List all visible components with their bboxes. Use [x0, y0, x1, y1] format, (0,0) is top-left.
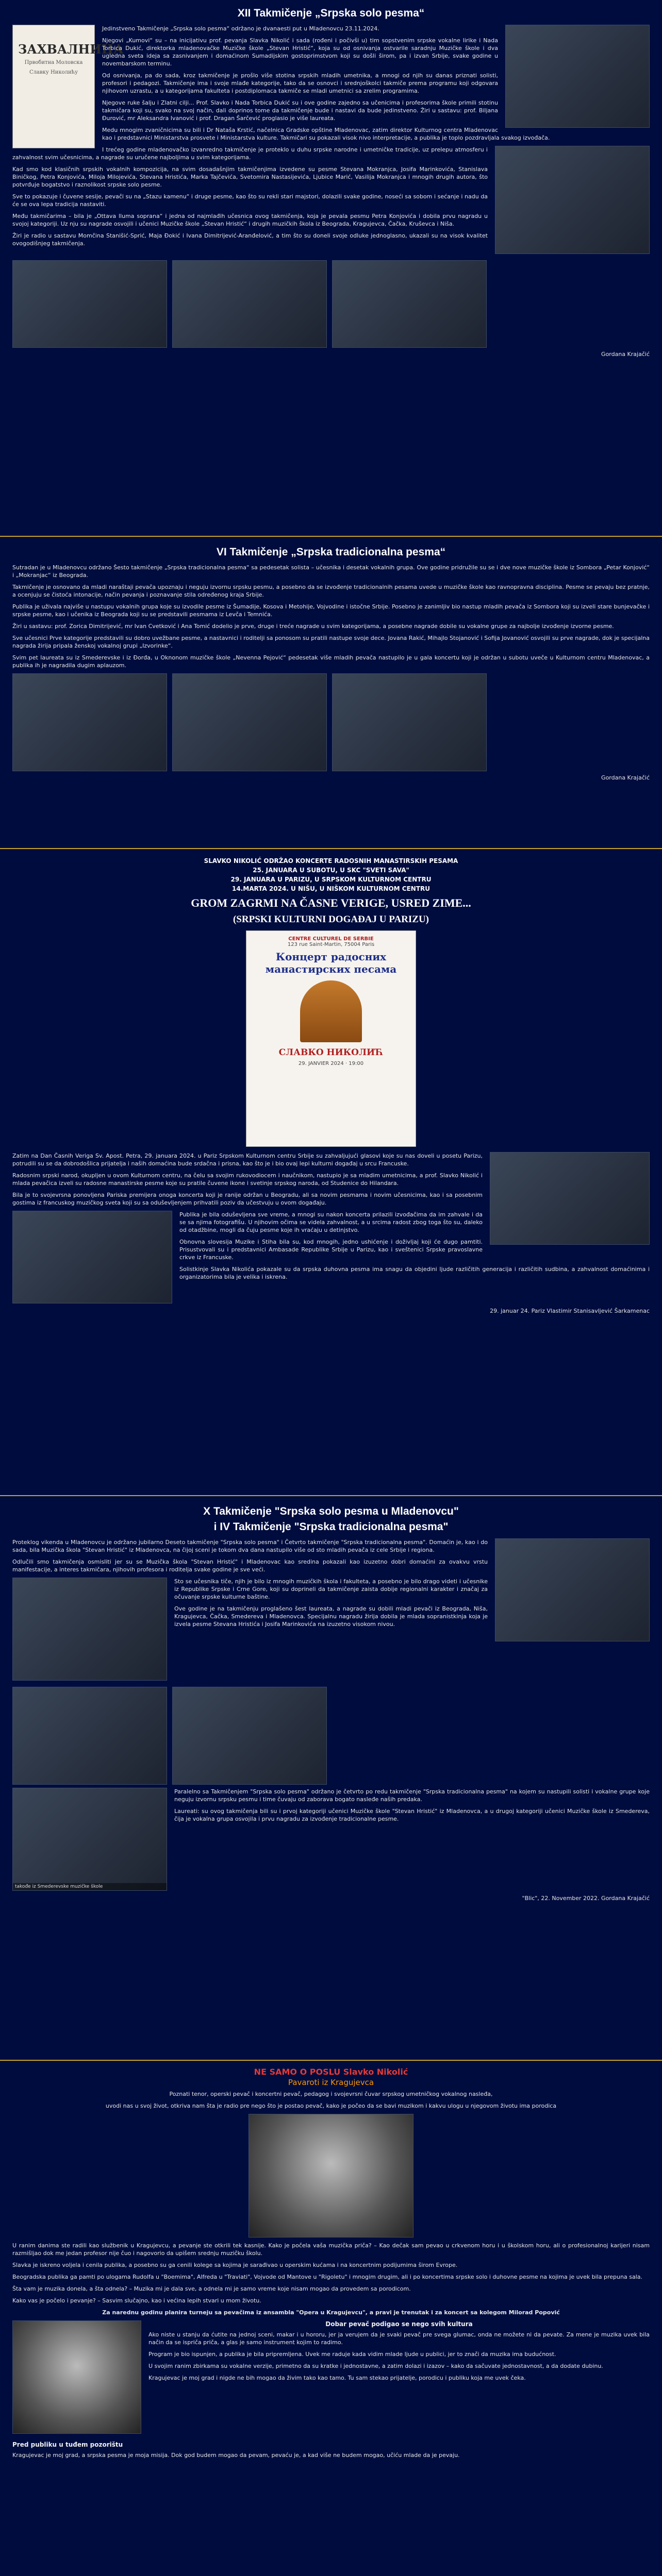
- bottom-heading: Pred publiku u tuđem pozorištu: [12, 2441, 123, 2448]
- monastery-image: [300, 980, 362, 1042]
- paragraph: Kad smo kod klasičnih srpskih vokalnih kompozicija, na svim dosadašnjim takmičenjima izvedene su pesme Stevana Mokranjca, Josifa Marinkovića, Stanislava Biničkog, Petra Konjovića, Miloja Milojevića, Stevana Hristića, Marka Tajčevića, Svetomira Nastasijevića, Ljubice Marić, Vasilija Mokranjca i mnogih drugih autora, što potvrđuje bogatstvo i raznolikost srpske solo pesme.: [12, 166, 488, 188]
- photo: [12, 1687, 167, 1785]
- section-srpska-solo-pesma-xii: [0, 0, 662, 531]
- divider: [0, 2060, 662, 2061]
- paragraph: Njegovi „Kumovi“ su – na inicijativu prof. pevanja Slavka Nikolić i sada (rođeni i počivši u) tim sopstvenim srpske vokalne lirike i Nada Torbica Dukić, direktorka mladenovačke Muzičke škole „Stevan Hristić“, koja su od osnivanja ostvarile saradnju Muzičke škole i dva ugledna sveta ideja sa zasnivanjem i domaćinom Sumadijskim gostoprimstvom koji su došli širom, pa i izvan Srbije, svake godine u novembarskom terminu.: [102, 37, 498, 67]
- divider: [0, 536, 662, 537]
- section-title: VI Takmičenje „Srpska tradicionalna pesma“: [216, 546, 446, 558]
- paragraph: I trećeg godine mladenovačko izvanredno takmičenje je proteklo u duhu srpske narodne i umetničke tradicije, uz prelepu atmosferu i zahvalnost svim učesnicima, a nagrade su uručene najboljima u svim kategorijama.: [12, 146, 488, 161]
- paragraph: Program je bio ispunjen, a publika je bila pripremljena. Uvek me raduje kada vidim mlade ljude u publici, jer to znači da muzika ima budućnost.: [148, 2351, 556, 2358]
- paragraph: Kako vas je počelo i pevanje? – Sasvim slučajno, kao i većina lepih stvari u mom životu.: [12, 2297, 261, 2304]
- paragraph: Žiri u sastavu: prof. Zorica Dimitrijević, mr Ivan Cvetković i Ana Tomić dodelio je prve, druge i treće nagrade u svim kategorijama, a posebne nagrade dobile su vokalne grupe za najbolje izvođenje izvorne pesme.: [12, 623, 614, 630]
- poster-date: 29. JANVIER 2024 · 19:00: [298, 1061, 364, 1066]
- paragraph: Bila je to svojevrsna ponovljena Pariska premijera onoga koncerta koji je ranije održan u Beogradu, ali sa novim pesmama i novim učesnicima, kao i sa posebnim gostima iz francuskog muzičkog sveta koji su sa oduševljenjem prihvatili poziv da učestvuju u ovom događaju.: [12, 1192, 483, 1206]
- concert-photo: [490, 1152, 650, 1245]
- paragraph: Medu mnogim zvaničnicima su bili i Dr Nataša Krstić, načelnica Gradske opštine Mladenovac, zatim direktor Kulturnog centra Mladenovac kao i predstavnici Ministarstva prosvete i Ministarstva kulture. Takmičari su pokazali visok nivo interpretacije, a publika je toplo pozdravljala svakog izvođača.: [102, 127, 550, 141]
- paragraph: Radosnim srpski narod, okupljen u ovom Kulturnom centru, na čelu sa svojim rukovodiocem i naučnikom, nastupio je sa mladim umetnicima, a prof. Slavko Nikolić i mlada pevačica izveli su radosne manastirske pesme koje su pratile čuvene ikone i svetinje srpskog naroda, od Studenice do Hilandara.: [12, 1172, 483, 1187]
- section-title-2: i IV Takmičenje "Srpska tradicionalna pesma": [213, 1521, 449, 1533]
- paragraph: Njegove ruke šalju i Zlatni cilji... Prof. Slavko i Nada Torbica Dukić su i ove godine zajedno sa učenicima i profesorima škole primili stotinu takmičara koji su, svako na svoj način, dali doprinos tome da takmičenje bude i nastavi da bude jedinstveno. Žiri u sastavu: prof. Biljana Đurović, mr Aleksandra Ivanović i prof. Dragan Šarčević proglasio je više laureata.: [102, 99, 498, 122]
- headline-sub: (SRPSKI KULTURNI DOGAĐAJ U PARIZU): [233, 914, 429, 925]
- paragraph: U svojim ranim zbirkama su vokalne verzije, primetno da su kratke i jednostavne, a zatim dolazi i izazov – kako da sačuvate jednostavnost, a da dodate dubinu.: [148, 2363, 603, 2369]
- portrait-photo: [249, 2114, 413, 2238]
- paragraph: Laureati: su ovog takmičenja bili su i prvoj kategoriji učenici Muzičke škole "Stevan Hristić" iz Mladenovca, a u drugoj kategoriji učenici Muzičke škole iz Smedereva, čija je vokalna grupa osvojila i prvu nagradu za izvođenje tradicionalne pesme.: [174, 1808, 650, 1822]
- photo-row: [12, 260, 650, 348]
- intro: uvodi nas u svoj život, otkriva nam šta je radio pre nego što je postao pevač, kako je počeo da se bavi muzikom i kakvu ulogu u njegovom životu ima porodica: [105, 2103, 557, 2109]
- paragraph: Žiri je radio u sastavu Momčina Stanišić-Sprić, Maja Đokić i Ivana Dimitrijević-Aranđelović, a tim što su doneli svoje odluke jednoglasno, ukazali su na visok kvalitet ovogodišnjeg takmičenja.: [12, 232, 488, 247]
- paragraph: Kragujevac je moj grad i nigde ne bih mogao da živim tako kao tamo. Tu sam stekao prijatelje, porodicu i publiku koja me uvek čeka.: [148, 2375, 526, 2381]
- paragraph: Ove godine je na takmičenju proglašeno šest laureata, a nagrade su dobili mladi pevači iz Beograda, Niša, Kragujevca, Čačka, Smedereva i Mladenovca. Specijalnu nagradu žirija dobila je mlada sopranistkinja koja je izvela pesme Stevana Hristića i Josifa Marinkovića na izuzetno visokom nivou.: [174, 1605, 488, 1628]
- divider: [0, 848, 662, 849]
- photo: [332, 260, 487, 348]
- paragraph: Svim pet laureata su iz Smederevske i iz Đorđa, u Oknonom muzičke škole „Nevenna Pejović“ pedesetak više mladih pevača nastupilo je u gala koncertu koji je održan u subotu uveče u Kulturnom centru Mladenovac, a publika ih je nagradila dugim aplauzom.: [12, 654, 650, 669]
- interview-title: NE SAMO O POSLU Slavko Nikolić: [254, 2067, 408, 2077]
- paragraph: U ranim danima ste radili kao službenik u Kragujevcu, a pevanje ste otkrili tek kasnije. Kako je počela vaša muzička priča? – Kao dečak sam pevao u crkvenom horu i u školskom horu, ali o profesionalnoj karijeri nisam razmišljao dok me jedan profesor nije čuo i nagovorio da upišem srednju muzičku školu.: [12, 2242, 650, 2257]
- photo: [12, 673, 167, 771]
- audience-photo: [12, 1211, 172, 1303]
- paragraph: Publika je bila oduševljena sve vreme, a mnogi su nakon koncerta prilazili izvođačima da im zahvale i da se sa njima fotografišu. U njihovim očima se videla zahvalnost, a u srcima radost zbog toga što su, daleko od otadžbine, mogli da čuju pesme koje ih vraćaju u detinjstvo.: [179, 1211, 483, 1233]
- section-title: X Takmičenje "Srpska solo pesma u Mladenovcu": [203, 1505, 459, 1517]
- smederevo-photo: [12, 1788, 167, 1891]
- photo-row: [12, 673, 650, 771]
- choir-photo: [12, 1578, 167, 1681]
- certificate-title: ЗАХВАЛНИЦА: [18, 42, 124, 57]
- quote-heading: Dobar pevač podigao se nego svih kultura: [325, 2320, 473, 2328]
- photo: [332, 673, 487, 771]
- paragraph: Proteklog vikenda u Mladenovcu je održano jubilarno Deseto takmičenje "Srpska solo pesma" i Četvrto takmičenje "Srpska tradicionalna pesma". Domaćin je, kao i do sada, bila Muzička škola "Stevan Hristić" iz Mladenovca, na čijoj sceni je tokom dva dana nastupilo više od sto mladih pevača iz cele Srbije i regiona.: [12, 1539, 488, 1553]
- poster-address: 123 rue Saint-Martin, 75004 Paris: [287, 942, 375, 947]
- signature: Gordana Krajačić: [601, 774, 650, 781]
- paragraph: Solistkinje Slavka Nikolića pokazale su da srpska duhovna pesma ima snagu da objedini ljude različitih generacija i različitih sudbina, a zahvalnost domaćinima i organizatorima bila je velika i iskrena.: [179, 1266, 650, 1280]
- signature: "Blic", 22. November 2022. Gordana Krajačić: [522, 1895, 650, 1902]
- poster-venue: CENTRE CULTUREL DE SERBIE: [288, 936, 374, 942]
- section-tradicionalna-pesma-vi: [0, 539, 662, 843]
- signature: Gordana Krajačić: [601, 351, 650, 358]
- photo-caption: takođe iz Smederevske muzičke škole: [13, 1883, 167, 1890]
- photo: [172, 1687, 327, 1785]
- poster-wrap: [12, 930, 650, 1147]
- subheading: Za narednu godinu planira turneju sa pevačima iz ansambla "Opera u Kragujevcu", a pravi je trenutak i za koncert sa kolegom Milorad Popović: [102, 2309, 560, 2316]
- event-line: 25. JANUARA U SUBOTU, U SKC "SVETI SAVA": [253, 867, 409, 874]
- paragraph: Jedinstveno Takmičenje „Srpska solo pesma“ održano je dvanaesti put u Mladenovcu 23.11.2024.: [102, 25, 379, 32]
- section-interview: [0, 2063, 662, 2576]
- stage-photo: [505, 25, 650, 128]
- event-line: 29. JANUARA U PARIZU, U SRPSKOM KULTURNOM CENTRU: [230, 876, 432, 883]
- paragraph: Od osnivanja, pa do sada, kroz takmičenje je prošlo više stotina srpskih mladih umetnika, a mnogi od njih su danas priznati solisti, profesori i pedagozi. Takmičenje ima i svoje mlađe kategorije, tako da se osnovci i srednjoškolci takmiče prema programu koji odgovara njihovom uzrastu, a u kategorijama fakulteta i postdiplomaca takmiče se mladi umetnici sa zrelim programima.: [102, 72, 498, 94]
- paragraph: Beogradska publika ga pamti po ulogama Rudolfa u "Boemima", Alfreda u "Traviati", Vojvode od Mantove u "Rigoletu" i mnogim drugim, ali i po koncertima srpske solo i duhovne pesme na kojima je uvek bila prepuna sala.: [12, 2274, 642, 2280]
- photo: [172, 673, 327, 771]
- section-title: XII Takmičenje „Srpska solo pesma“: [237, 7, 425, 19]
- paragraph: Zatim na Dan Časnih Veriga Sv. Apost. Petra, 29. januara 2024. u Pariz Srpskom Kulturnom centru Srbije su zahvaljujući glasovi koje su nas doveli u posetu Parizu, potrudili su se da dobrodošlica prijatelja i naših domaćina bude srdačna i prisna, kao što je i bio ovaj lepi kulturni događaj u srcu Francuske.: [12, 1153, 483, 1167]
- certificate-author: Славку Николићу: [29, 70, 78, 75]
- concert-poster: [246, 930, 416, 1147]
- intro: Poznati tenor, operski pevač i koncertni pevač, pedagog i svojevrsni čuvar srpskog umetničkog vokalnog nasleđa,: [169, 2091, 493, 2097]
- poster-performer: СЛАВКО НИКОЛИЋ: [278, 1047, 384, 1058]
- event-line: SLAVKO NIKOLIĆ ODRŽAO KONCERTE RADOSNIH MANASTIRSKIH PESAMA: [204, 857, 458, 865]
- paragraph: Odlučili smo takmičenja osmisliti jer su se Muzička škola "Stevan Hristić" i Mladenovac kao sredina pokazali kao izuzetno dobri domaćini za ovakvu vrstu manifestacije, a interes takmičara, njihovih profesora i roditelja svake godine je sve veći.: [12, 1558, 488, 1573]
- paragraph: Sve učesnici Prve kategorije predstavili su dobro uvežbane pesme, a nastavnici i roditelji sa ponosom su pratili nastupe svoje dece. Jovana Rakić, Mihajlo Stojanović i Sofija Jovanović osvojili su prve nagrade, dok je specijalna nagrada žirija pripala ženskoj vokalnoj grupi „Izvorinke“.: [12, 635, 650, 649]
- headline: GROM ZAGRMI NA ČASNE VERIGE, USRED ZIME...: [191, 896, 471, 909]
- portrait-wrap: [12, 2114, 650, 2238]
- paragraph: Obnovna slovesija Muzike i Stiha bila su, kod mnogih, jedno ushićenje i doživljaj koji će dugo pamtiti. Prisustvovali su i predstavnici Ambasade Republike Srbije u Parizu, kao i sveštenici Srpske pravoslavne crkve iz Francuske.: [179, 1239, 483, 1261]
- photo-row: [12, 1687, 650, 1785]
- singer-photo: [12, 2320, 141, 2434]
- interview-subtitle: Pavaroti iz Kragujevca: [288, 2078, 374, 2087]
- paragraph: Paralelno sa Takmičenjem "Srpska solo pesma" održano je četvrto po redu takmičenje "Srpska tradicionalna pesma" na kojem su nastupili solisti i vokalne grupe koje neguju izvornu srpsku pesmu i time čuvaju od zaborava bogato nasleđe naših predaka.: [174, 1788, 650, 1803]
- paragraph: Ako niste u stanju da ćutite na jednoj sceni, makar i u hororu, jer ja verujem da je svaki pevač pre svega glumac, onda ne možete ni da pevate. Za mene je muzika uvek bila način da se ispriča priča, a glas je samo instrument kojim to radimo.: [148, 2331, 650, 2346]
- section-x-takmicenje: [0, 1498, 662, 2055]
- section-paris-concert: [0, 851, 662, 1490]
- paragraph: Publika je uživala najviše u nastupu vokalnih grupa koje su izvodile pesme iz Šumadije, Kosova i Metohije, Vojvodine i istočne Srbije. Posebno je zanimljiv bio nastup mladih pevača iz Sombora koji su izveli stare bunjevačke i srpske pesme, kao i učenika iz Beograda koji su se predstavili pesmama iz Levča i Temnića.: [12, 603, 650, 618]
- performer-photo: [495, 146, 650, 254]
- certificate-image: [12, 25, 124, 148]
- paragraph: Među takmičarima – bila je „Ottava lluma soprana“ i jedna od najmlađih učesnica ovog takmičenja, koja je pevala pesmu Petra Konjovića i dobila prvu nagradu u svojoj kategoriji. Uz nju su nagrade osvojili i učenici Muzičke škole „Stevan Hristić“ i drugih muzičkih škola iz Beograda, Kragujevca, Čačka, Kruševca i Niša.: [12, 213, 488, 227]
- poster-title: Концерт радосних манастирских песама: [265, 951, 397, 975]
- paragraph: Šta vam je muzika donela, a šta odnela? – Muzika mi je dala sve, a odnela mi je samo vreme koje nisam mogao da provedem sa porodicom.: [12, 2285, 411, 2292]
- group-photo: [495, 1538, 650, 1641]
- paragraph: Sutradan je u Mladenovcu održano Šesto takmičenje „Srpska tradicionalna pesma“ sa pedesetak solista – učesnika i desetak vokalnih grupa. Ove godine pridružile su se i dve nove muzičke škole iz Sombora „Petar Konjović“ i „Mokranjac“ iz Beograda.: [12, 564, 650, 579]
- divider: [0, 1495, 662, 1496]
- certificate-sub: Првобитна Моловска: [24, 60, 83, 65]
- paragraph: Sve to pokazuje i čuvene sesije, pevači su na „Stazu kamenu“ i druge pesme, kao što su rekli stari majstori, dolazili svake godine, noseći sa sobom i sećanje i nadu da će se ova lepa tradicija nastaviti.: [12, 193, 488, 208]
- paragraph: Kragujevac je moj grad, a srpska pesma je moja misija. Dok god budem mogao da pevam, pevaću je, a kad više ne budem mogao, učiću mlade da je pevaju.: [12, 2452, 460, 2459]
- paragraph: Sto se učesnika tiče, njih je bilo iz mnogih muzičkih škola i fakulteta, a posebno je bilo drago videti i učesnike iz Republike Srpske i Crne Gore, koji su doprineli da takmičenje zaista dobije regionalni karakter i značaj za očuvanje srpske kulturne baštine.: [174, 1578, 488, 1600]
- paragraph: Slavka je iskreno voljela i cenila publika, a posebno su ga cenili kolege sa kojima je sarađivao u operskim kućama i na koncertnim podijumima širom Evrope.: [12, 2262, 458, 2268]
- photo: [172, 260, 327, 348]
- event-line: 14.MARTA 2024. U NIŠU, U NIŠKOM KULTURNOM CENTRU: [232, 885, 430, 892]
- photo: [12, 260, 167, 348]
- paragraph: Takmičenje je osnovano da mladi naraštaji pevača upoznaju i neguju izvornu srpsku pesmu, a posebno da se izvođenje tradicionalnih pesama uvede u muzičke škole kao ravnopravna disciplina. Pesme se pevaju bez pratnje, a ocenjuju se čistoća intonacije, način pevanja i poznavanje stila određenog kraja Srbije.: [12, 584, 650, 598]
- signature: 29. januar 24. Pariz Vlastimir Stanisavljević Šarkamenac: [490, 1308, 650, 1314]
